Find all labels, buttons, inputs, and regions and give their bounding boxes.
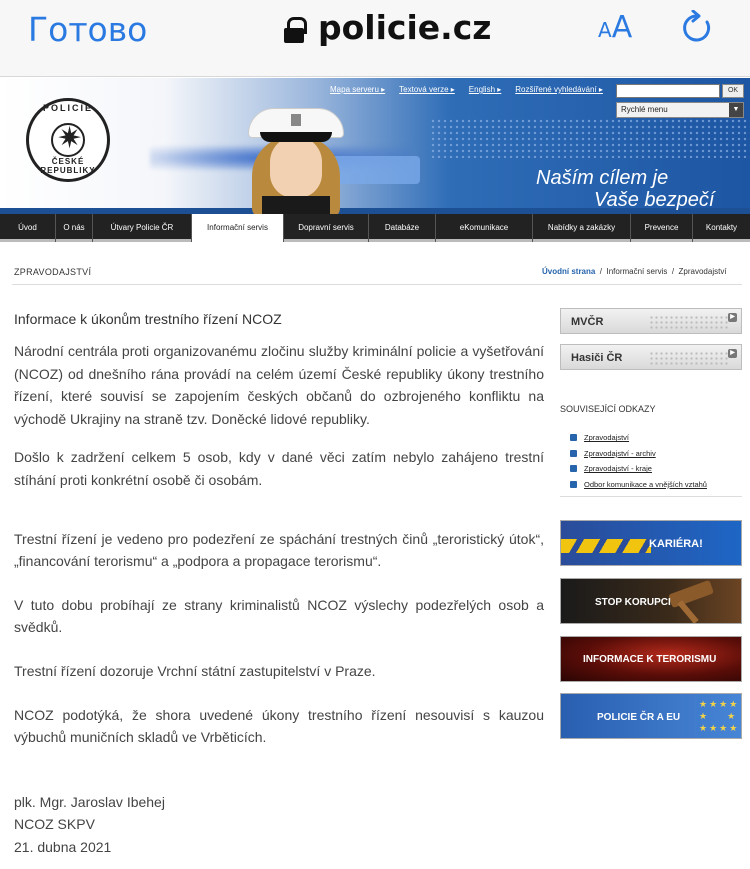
search-input[interactable] — [616, 84, 720, 98]
done-button[interactable]: Готово — [28, 10, 148, 49]
police-logo[interactable] — [26, 98, 110, 182]
dot-pattern — [649, 351, 729, 365]
chevron-down-icon: ▼ — [729, 103, 743, 117]
text-size-big: A — [611, 10, 633, 45]
star-icon: ✷ — [57, 122, 83, 155]
slogan-line-1: Naším cílem je — [536, 167, 669, 189]
related-links — [570, 430, 707, 492]
text-size-small: A — [598, 18, 612, 42]
browser-toolbar — [0, 0, 750, 77]
address-bar[interactable] — [284, 8, 491, 47]
link-site-map[interactable]: Mapa serveru ▸ — [330, 85, 385, 94]
search-ok-button[interactable]: OK — [722, 84, 744, 98]
breadcrumb — [542, 267, 727, 276]
list-item — [570, 430, 707, 446]
nav-item-prevence[interactable]: Prevence — [631, 214, 693, 242]
hasici-button[interactable] — [560, 344, 742, 370]
promo-kariera[interactable] — [560, 520, 742, 566]
breadcrumb-informacni-servis[interactable]: Informační servis — [606, 267, 668, 276]
article-paragraph: V tuto dobu probíhají ze strany kriminalistů NCOZ výslechy podezřelých osob a svědků. — [14, 596, 544, 636]
article-signature — [14, 791, 544, 859]
bullet-icon — [570, 434, 577, 441]
promo-label: KARIÉRA! — [649, 538, 703, 550]
nav-item-informacni-servis[interactable]: Informační servis — [192, 214, 284, 242]
dot-pattern — [649, 315, 729, 329]
nav-item-utvary[interactable]: Útvary Policie ČR — [93, 214, 192, 242]
slogan-line-2: Vaše bezpečí — [594, 189, 715, 211]
logo-text-top: POLICIE — [42, 103, 93, 113]
article-paragraph: Trestní řízení je vedeno pro podezření ze spáchání trestných činů „teroristický útok“, „financování terorismu“ a „podpora a propagace terorismu“. — [14, 530, 544, 570]
text-size-button[interactable] — [598, 10, 632, 45]
breadcrumb-current: Zpravodajství — [678, 267, 727, 276]
nav-item-dopravni-servis[interactable]: Dopravní servis — [284, 214, 369, 242]
url-text: policie.cz — [318, 8, 492, 47]
related-link[interactable]: Zpravodajství — [584, 433, 630, 443]
nav-item-nabidky[interactable]: Nabídky a zakázky — [533, 214, 631, 242]
article-title: Informace k úkonům trestního řízení NCOZ — [14, 311, 282, 327]
bullet-icon — [570, 465, 577, 472]
promo-label: INFORMACE K TERORISMU — [583, 654, 717, 665]
link-text-version[interactable]: Textová verze ▸ — [399, 85, 455, 94]
nav-item-uvod[interactable]: Úvod — [0, 214, 56, 242]
related-link[interactable]: Zpravodajství - kraje — [584, 464, 652, 474]
nav-item-kontakty[interactable]: Kontakty — [705, 223, 738, 232]
promo-terorismus[interactable] — [560, 636, 742, 682]
article-paragraph: Došlo k zadržení celkem 5 osob, kdy v dané věci zatím nebylo zahájeno trestní stíhání proti konkrétní osobě či osobám. — [14, 449, 544, 488]
dot-pattern — [430, 118, 750, 158]
signature-date: 21. dubna 2021 — [14, 838, 112, 855]
top-links — [330, 85, 603, 94]
site-header — [0, 78, 750, 214]
main-nav — [0, 214, 750, 242]
promo-policie-eu[interactable] — [560, 693, 742, 739]
article-body — [14, 340, 544, 859]
article-paragraph: NCOZ podotýká, že shora uvedené úkony trestního řízení nesouvisí s kauzou výbuchů muničních skladů ve Vrběticích. — [14, 706, 544, 746]
list-item — [570, 446, 707, 462]
list-item — [570, 461, 707, 477]
hasici-label: Hasiči ČR — [571, 352, 623, 364]
article-paragraph: Trestní řízení dozoruje Vrchní státní zastupitelství v Praze. — [14, 662, 376, 679]
lock-icon — [284, 17, 304, 43]
signature-unit: NCOZ SKPV — [14, 816, 95, 833]
bullet-icon — [570, 481, 577, 488]
nav-item-databaze[interactable]: Databáze — [369, 214, 436, 242]
breadcrumb-separator: / — [671, 267, 675, 276]
bullet-icon — [570, 450, 577, 457]
mvcr-label: MVČR — [571, 316, 604, 328]
nav-item-ekomunikace[interactable]: eKomunikace — [436, 214, 533, 242]
promo-label: STOP KORUPCI — [595, 597, 671, 608]
stripe-decoration — [561, 539, 651, 553]
divider — [12, 284, 742, 285]
signature-name: plk. Mgr. Jaroslav Ibehej — [14, 793, 165, 810]
related-links-title: SOUVISEJÍCÍ ODKAZY — [560, 404, 656, 414]
link-advanced-search[interactable]: Rozšířené vyhledávání ▸ — [515, 85, 603, 94]
breadcrumb-home[interactable]: Úvodní strana — [542, 267, 596, 276]
promo-stop-korupci[interactable] — [560, 578, 742, 624]
promo-label: POLICIE ČR A EU — [597, 712, 681, 723]
related-link[interactable]: Zpravodajství - archiv — [584, 448, 656, 458]
eu-stars-icon: ★★★★ ★ ★ ★★★★ — [699, 699, 740, 733]
list-item — [570, 477, 707, 493]
logo-text-bottom: ČESKÉ REPUBLIKY — [40, 157, 96, 175]
divider — [560, 496, 742, 497]
section-title: ZPRAVODAJSTVÍ — [14, 267, 92, 277]
nav-item-o-nas[interactable]: O nás — [56, 214, 93, 242]
link-english[interactable]: English ▸ — [469, 85, 502, 94]
related-link[interactable]: Odbor komunikace a vnějších vztahů — [584, 479, 707, 489]
quick-menu-select[interactable] — [616, 102, 744, 118]
slogan — [536, 167, 714, 211]
gavel-icon — [668, 580, 714, 608]
breadcrumb-separator: / — [599, 267, 603, 276]
arrow-right-icon: ▶ — [728, 313, 737, 322]
arrow-right-icon: ▶ — [728, 349, 737, 358]
reload-icon[interactable] — [680, 10, 714, 46]
mvcr-button[interactable] — [560, 308, 742, 334]
article-paragraph: Národní centrála proti organizovanému zločinu služby kriminální policie a vyšetřování (NCOZ) od dnešního rána provádí na celém území České republiky úkony trestního řízení, které souvisí se zapojením českých občanů do ozbrojeného konfliktu na východě Ukrajiny na straně tzv. Doněcké lidové republiky. — [14, 343, 544, 427]
officer-image — [244, 104, 348, 214]
quick-menu-label: Rychlé menu — [621, 105, 668, 114]
